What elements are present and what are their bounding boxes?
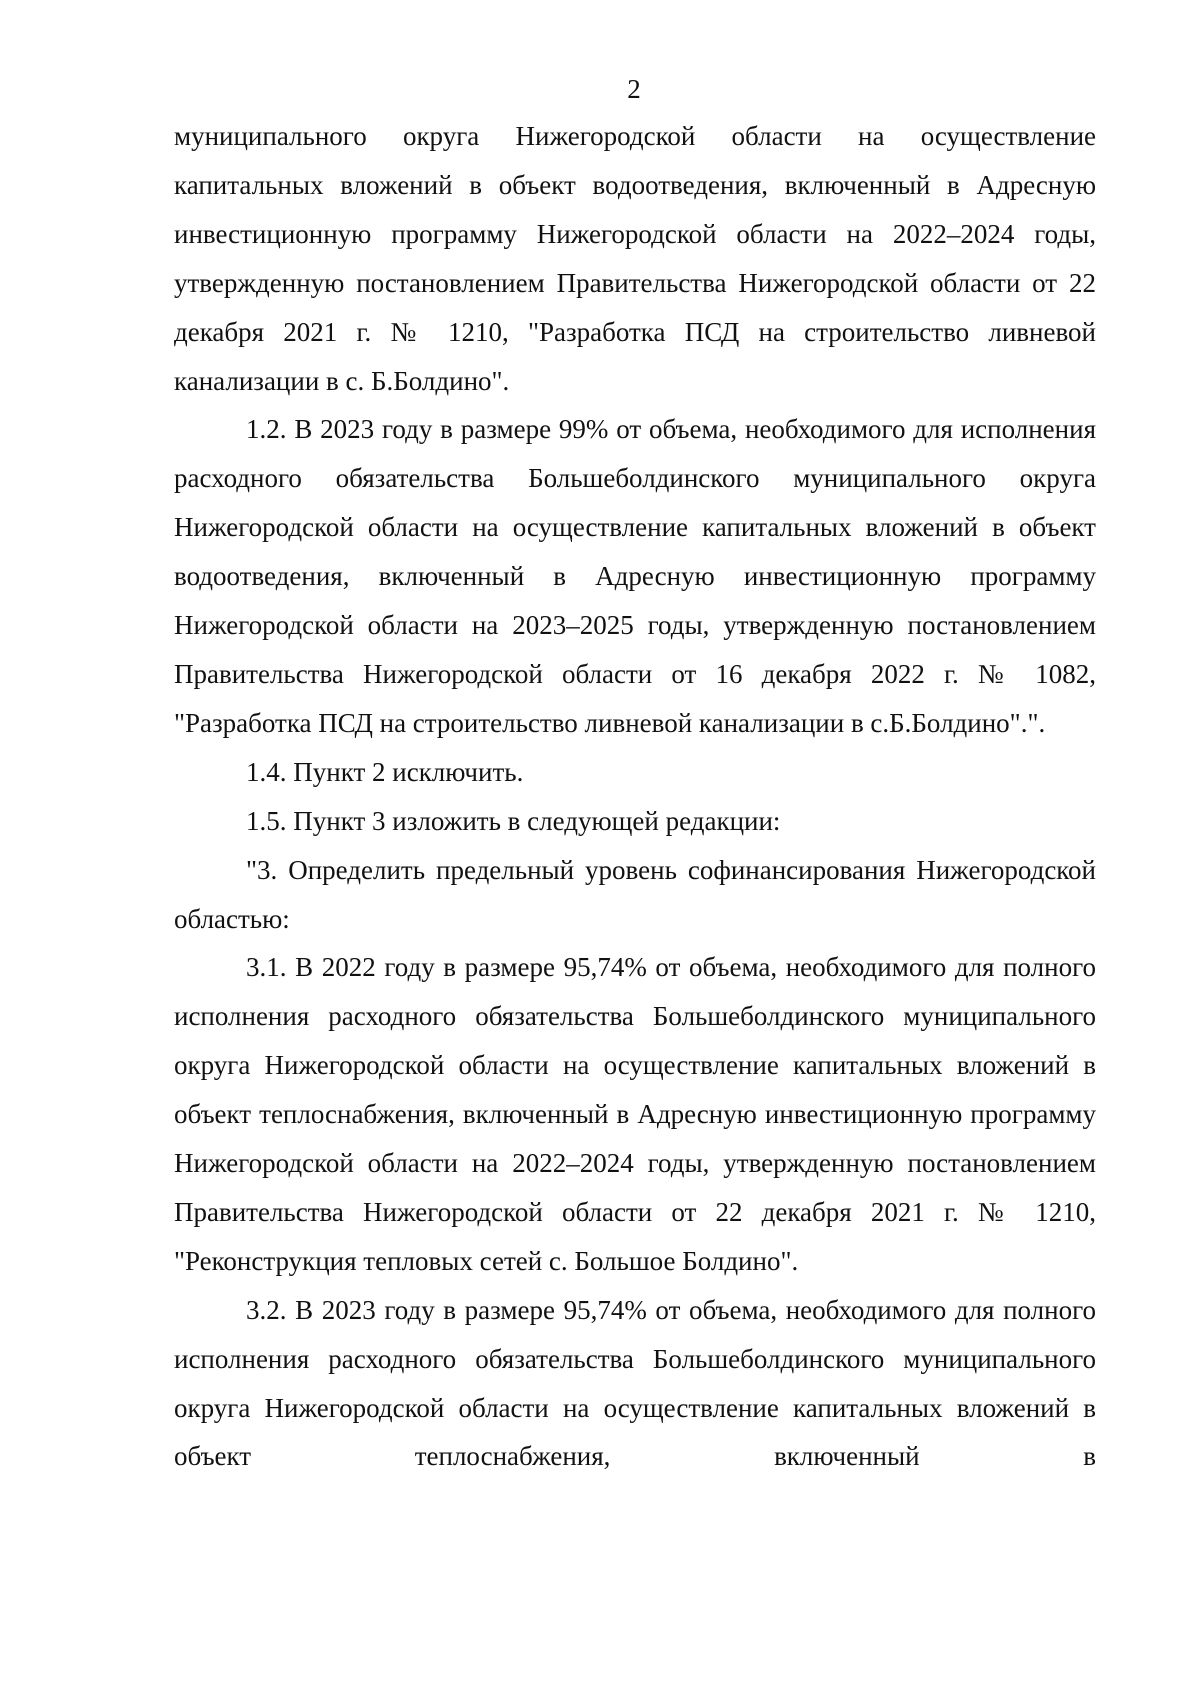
paragraph-1-1-continuation: муниципального округа Нижегородской области на осуществление капитальных вложений в объект водоотведения, включенный в Адресную инвестиционную программу Нижегородской области на 2022–2024 годы, утвержденную постановлением Правительства Нижегородской области от 22 декабря 2021 г. № 1210, "Разработка ПСД на строительство ливневой канализации в с. Б.Болдино". [174, 121, 1096, 396]
paragraph-1-2: 1.2. В 2023 году в размере 99% от объема, необходимого для исполнения расходного обязательства Большеболдинского муниципального округа Нижегородской области на осуществление капитальных вложений в объект водоотведения, включенный в Адресную инвестиционную программу Нижегородской области на 2023–2025 годы, утвержденную постановлением Правительства Нижегородской области от 16 декабря 2022 г. № 1082, "Разработка ПСД на строительство ливневой канализации в с.Б.Болдино".". [174, 414, 1096, 738]
paragraph-3-1: 3.1. В 2022 году в размере 95,74% от объема, необходимого для полного исполнения расходного обязательства Большеболдинского муниципального округа Нижегородской области на осуществление капитальных вложений в объект теплоснабжения, включенный в Адресную инвестиционную программу Нижегородской области на 2022–2024 годы, утвержденную постановлением Правительства Нижегородской области от 22 декабря 2021 г. № 1210, "Реконструкция тепловых сетей с. Большое Болдино". [174, 952, 1096, 1276]
paragraph-1-5: 1.5. Пункт 3 изложить в следующей редакции: [246, 805, 781, 836]
paragraph-3-2: 3.2. В 2023 году в размере 95,74% от объема, необходимого для полного исполнения расходного обязательства Большеболдинского муниципального округа Нижегородской области на осуществление капитальных вложений в объект теплоснабжения, включенный в [174, 1294, 1096, 1472]
paragraph-1-4: 1.4. Пункт 2 исключить. [246, 756, 524, 787]
paragraph-3: "3. Определить предельный уровень софинансирования Нижегородской областью: [174, 854, 1096, 934]
document-body [174, 112, 1096, 1481]
page-number: 2 [627, 74, 641, 104]
